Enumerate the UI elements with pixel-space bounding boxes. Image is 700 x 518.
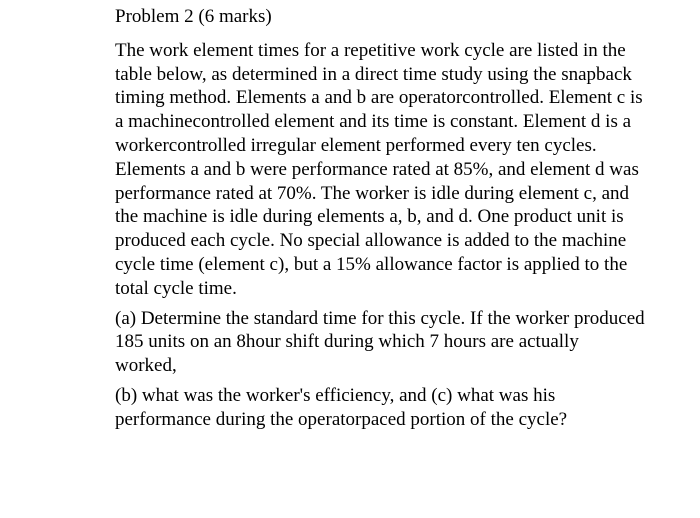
question-a-paragraph: (a) Determine the standard time for this cycle. If the worker produced 185 units on an 8hour shift during which 7 hours are actually worked, xyxy=(115,307,645,377)
problem-description-paragraph: The work element times for a repetitive work cycle are listed in the table below, as determined in a direct time study using the snapback timing method. Elements a and b are operatorcontrolled. Element c is a machinecontrolled element and its time is constant. Element d is a workercontrolled irregular element performed every ten cycles. Elements a and b were performance rated at 85%, and element d was performance rated at 70%. The worker is idle during element c, and the machine is idle during elements a, b, and d. One product unit is produced each cycle. No special allowance is added to the machine cycle time (element c), but a 15% allowance factor is applied to the total cycle time. xyxy=(115,39,643,299)
problem-title: Problem 2 (6 marks) xyxy=(115,6,272,27)
question-b-c-paragraph: (b) what was the worker's efficiency, and (c) what was his performance during the operatorpaced portion of the cycle? xyxy=(115,384,568,430)
problem-document xyxy=(115,5,645,438)
